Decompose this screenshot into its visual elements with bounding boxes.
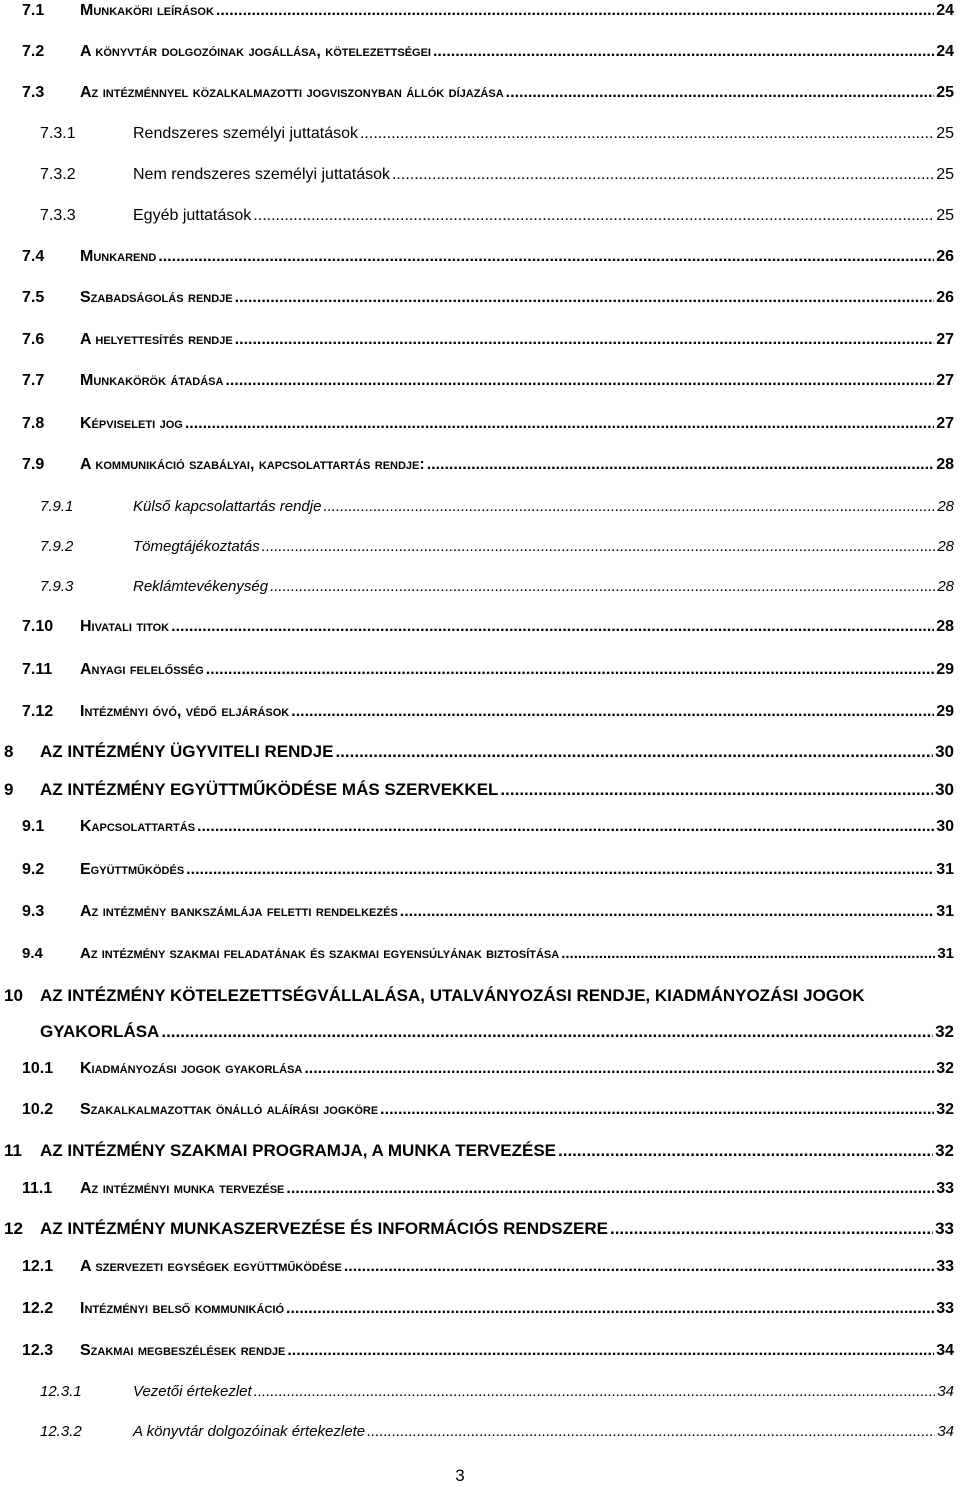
toc-entry[interactable]: 12.3 Szakmai megbeszélések rendje ..... 34: [0, 1342, 960, 1360]
toc-entry[interactable]: 12.2 Intézményi belső kommunikáció ..... 33: [0, 1300, 960, 1318]
toc-entry[interactable]: 7.5 Szabadságolás rendje ..... 26: [0, 289, 960, 307]
toc-entry[interactable]: 12.1 A szervezeti egységek együttműködése ..... 33: [0, 1258, 960, 1276]
toc-entry[interactable]: 11 AZ INTÉZMÉNY SZAKMAI PROGRAMJA, A MUNKA TERVEZÉSE ..... 32: [0, 1141, 960, 1161]
toc-entry[interactable]: 12.3.2 A könyvtár dolgozóinak értekezlete ..... 34: [0, 1423, 960, 1440]
toc-entry[interactable]: 7.3.3 Egyéb juttatások ..... 25: [0, 207, 960, 225]
toc-entry[interactable]: 7.12 Intézményi óvó, védő eljárások ..... 29: [0, 703, 960, 721]
toc-entry[interactable]: 7.3.2 Nem rendszeres személyi juttatások ..... 25: [0, 166, 960, 184]
toc-entry[interactable]: 7.3.1 Rendszeres személyi juttatások ..... 25: [0, 125, 960, 143]
toc-entry[interactable]: 7.9.3 Reklámtevékenység ..... 28: [0, 578, 960, 595]
toc-entry[interactable]: 12 AZ INTÉZMÉNY MUNKASZERVEZÉSE ÉS INFORMÁCIÓS RENDSZERE ..... 33: [0, 1219, 960, 1239]
toc-entry[interactable]: 7.3 Az intézménnyel közalkalmazotti jogviszonyban állók díjazása ..... 25: [0, 84, 960, 102]
toc-entry[interactable]: 8 AZ INTÉZMÉNY ÜGYVITELI RENDJE ..... 30: [0, 742, 960, 762]
toc-entry[interactable]: 7.7 Munkakörök átadása ..... 27: [0, 372, 960, 390]
toc-entry[interactable]: 7.1 Munkaköri leírások ..... 24: [0, 2, 960, 20]
toc-entry[interactable]: 7.9.1 Külső kapcsolattartás rendje ..... 28: [0, 498, 960, 515]
toc-entry[interactable]: 9.1 Kapcsolattartás ..... 30: [0, 818, 960, 836]
toc-entry[interactable]: 9 AZ INTÉZMÉNY EGYÜTTMŰKÖDÉSE MÁS SZERVEKKEL ..... 30: [0, 780, 960, 800]
toc-entry[interactable]: 10.1 Kiadmányozási jogok gyakorlása ..... 32: [0, 1060, 960, 1078]
toc-entry[interactable]: 12.3.1 Vezetői értekezlet ..... 34: [0, 1383, 960, 1400]
toc-entry[interactable]: 7.11 Anyagi felelősség ..... 29: [0, 661, 960, 679]
toc-entry[interactable]: 9.4 Az intézmény szakmai feladatának és szakmai egyensúlyának biztosítása ..... 31: [0, 945, 960, 962]
page-number: 3: [455, 1466, 465, 1485]
toc-entry[interactable]: 7.9.2 Tömegtájékoztatás ..... 28: [0, 538, 960, 555]
toc-entry[interactable]: 7.8 Képviseleti jog ..... 27: [0, 415, 960, 433]
toc-entry[interactable]: 7.9 A kommunikáció szabályai, kapcsolattartás rendje: ..... 28: [0, 456, 960, 474]
toc-entry[interactable]: 11.1 Az intézményi munka tervezése ..... 33: [0, 1180, 960, 1198]
toc-entry[interactable]: 7.10 Hivatali titok ..... 28: [0, 618, 960, 636]
toc-entry[interactable]: 10 AZ INTÉZMÉNY KÖTELEZETTSÉGVÁLLALÁSA, UTALVÁNYOZÁSI RENDJE, KIADMÁNYOZÁSI JOGOK: [4, 986, 865, 1005]
toc-entry[interactable]: 7.2 A könyvtár dolgozóinak jogállása, kötelezettségei ..... 24: [0, 43, 960, 61]
toc-entry[interactable]: 10.2 Szakalkalmazottak önálló aláírási jogköre ..... 32: [0, 1101, 960, 1119]
toc-entry[interactable]: 9.2 Együttműködés ..... 31: [0, 861, 960, 879]
toc-entry[interactable]: 9.3 Az intézmény bankszámlája feletti rendelkezés ..... 31: [0, 903, 960, 921]
toc-entry[interactable]: 7.4 Munkarend ..... 26: [0, 248, 960, 266]
toc-entry-continuation: GYAKORLÁSA ..... 32: [40, 1022, 954, 1042]
toc-entry[interactable]: 7.6 A helyettesítés rendje ..... 27: [0, 331, 960, 349]
